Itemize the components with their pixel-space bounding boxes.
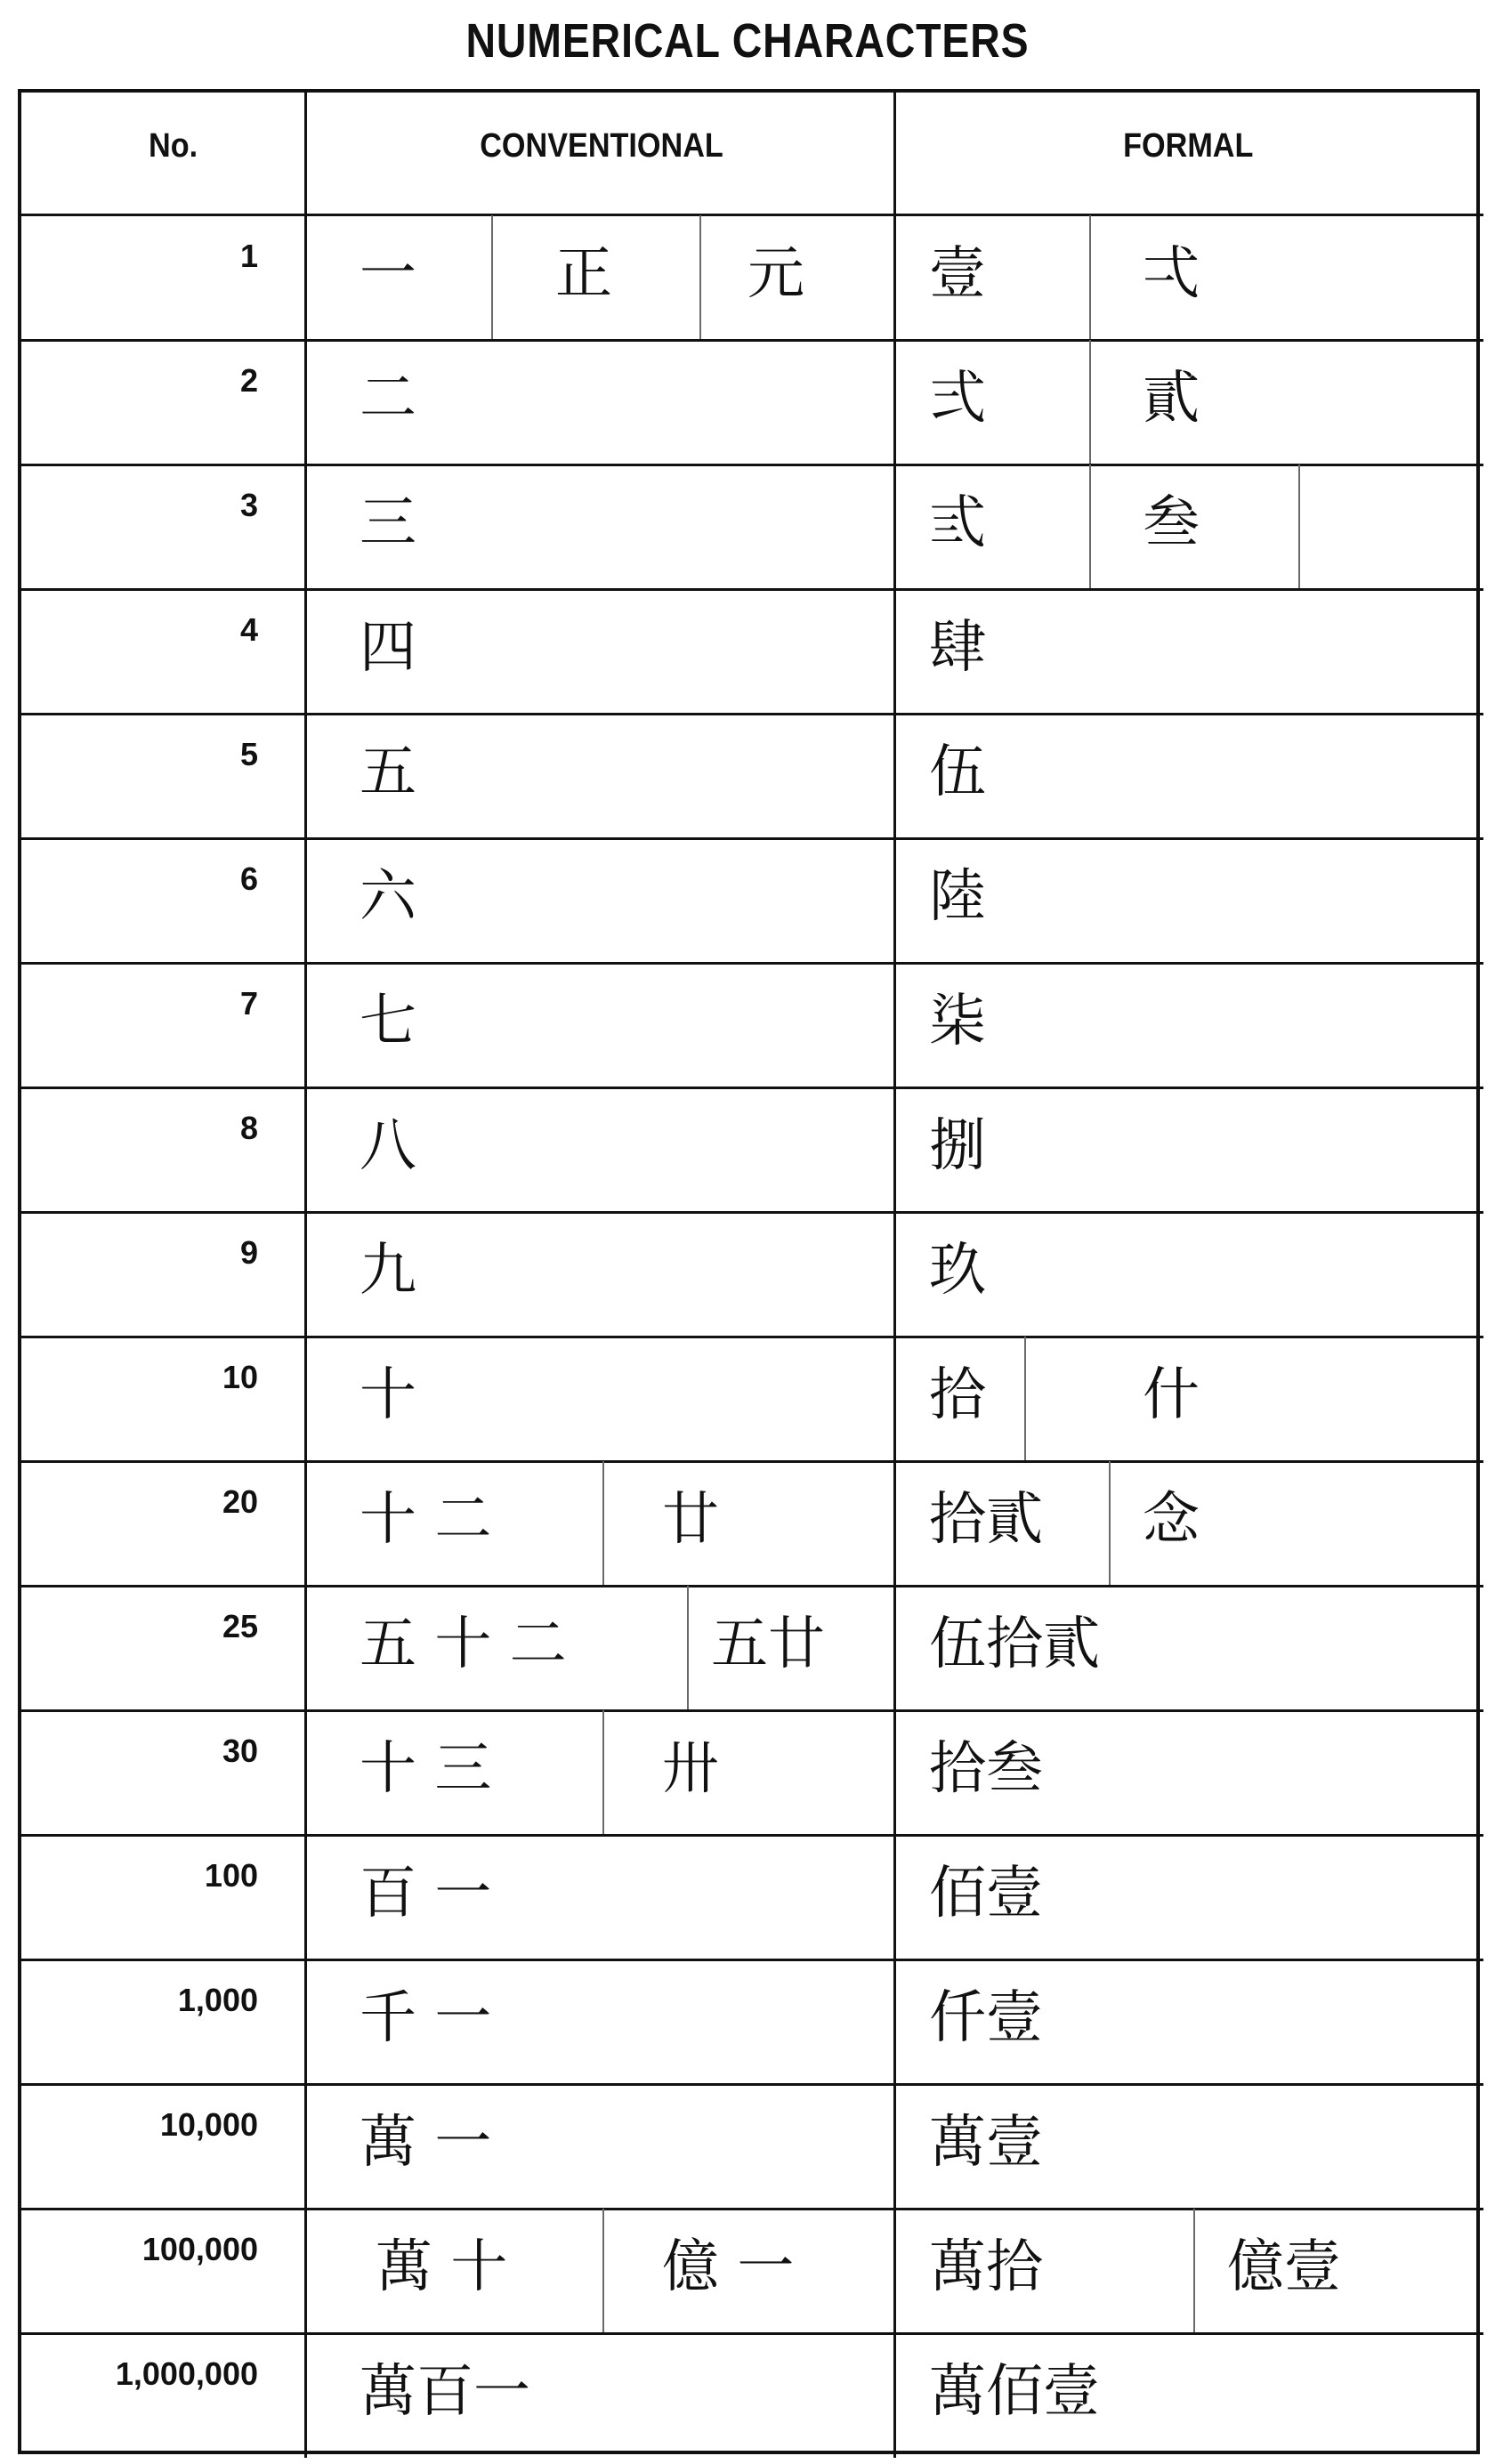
row-divider [21, 214, 1483, 216]
cell-divider [1298, 465, 1300, 589]
cell-divider [687, 1586, 689, 1710]
conventional-character: 正 [555, 241, 612, 307]
row-number: 30 [222, 1733, 258, 1769]
row-divider [21, 1211, 1483, 1214]
row-number: 1,000 [177, 1982, 258, 2018]
row-number: 1,000,000 [115, 2355, 258, 2392]
row-divider [21, 837, 1483, 840]
formal-character: 弍 [929, 366, 986, 432]
formal-character: 仟壹 [929, 1985, 1043, 2051]
row-number: 1 [239, 238, 258, 274]
page-title: NUMERICAL CHARACTERS [465, 14, 1030, 68]
cell-divider [1089, 215, 1091, 340]
formal-character: 佰壹 [929, 1861, 1043, 1927]
row-divider [21, 2332, 1483, 2335]
row-divider [21, 1709, 1483, 1712]
conventional-character: 百 一 [360, 1861, 492, 1927]
conventional-character: 二 [360, 366, 416, 432]
row-divider [21, 1834, 1483, 1837]
conventional-character: 六 [360, 864, 416, 930]
header-conventional: CONVENTIONAL [480, 127, 723, 165]
row-number: 100 [204, 1857, 258, 1894]
column-divider [893, 93, 896, 2458]
row-number: 20 [222, 1483, 258, 1520]
formal-character: 貳 [1143, 366, 1200, 432]
formal-character: 陸 [929, 864, 986, 930]
row-number: 7 [239, 985, 258, 1022]
formal-character: 萬拾 [929, 2234, 1043, 2300]
conventional-character: 八 [360, 1113, 416, 1179]
conventional-character: 三 [360, 490, 416, 556]
cell-divider [699, 215, 701, 340]
conventional-character: 五 十 二 [360, 1612, 567, 1677]
row-number: 10 [222, 1359, 258, 1395]
conventional-character: 五廿 [711, 1612, 825, 1677]
row-divider [21, 1087, 1483, 1089]
row-number: 3 [239, 487, 258, 523]
row-divider [21, 713, 1483, 715]
formal-character: 壹 [929, 241, 986, 307]
conventional-character: 十 [360, 1362, 416, 1428]
cell-divider [1109, 1461, 1111, 1586]
formal-character: 拾貳 [929, 1487, 1043, 1553]
conventional-character: 卅 [662, 1736, 719, 1802]
formal-character: 叁 [1143, 490, 1200, 556]
row-divider [21, 588, 1483, 591]
formal-character: 玖 [929, 1238, 986, 1304]
header-no: No. [149, 127, 198, 165]
row-number: 8 [239, 1110, 258, 1146]
conventional-character: 五 [360, 739, 416, 805]
conventional-character: 萬百一 [360, 2359, 530, 2425]
conventional-character: 一 [360, 241, 416, 307]
row-number: 6 [239, 860, 258, 897]
column-divider [304, 93, 307, 2458]
row-number: 2 [239, 362, 258, 399]
row-divider [21, 339, 1483, 342]
conventional-character: 十 二 [360, 1487, 492, 1553]
formal-character: 伍拾貳 [929, 1612, 1100, 1677]
row-number: 4 [239, 611, 258, 648]
row-number: 9 [239, 1234, 258, 1271]
formal-character: 弎 [929, 490, 986, 556]
row-number: 25 [222, 1608, 258, 1644]
conventional-character: 萬 十 [376, 2234, 508, 2300]
row-divider [21, 962, 1483, 965]
row-number: 100,000 [141, 2231, 258, 2267]
formal-character: 拾叁 [929, 1736, 1043, 1802]
conventional-character: 千 一 [360, 1985, 492, 2051]
formal-character: 伍 [929, 739, 986, 805]
conventional-character: 十 三 [360, 1736, 492, 1802]
conventional-character: 元 [748, 241, 804, 307]
header-formal: FORMAL [1123, 127, 1254, 165]
formal-character: 萬壹 [929, 2110, 1043, 2176]
conventional-character: 四 [360, 615, 416, 681]
cell-divider [602, 1461, 604, 1586]
cell-divider [1089, 465, 1091, 589]
cell-divider [602, 2209, 604, 2333]
row-divider [21, 2083, 1483, 2086]
formal-character: 什 [1143, 1362, 1200, 1428]
row-number: 10,000 [159, 2106, 258, 2143]
formal-character: 捌 [929, 1113, 986, 1179]
row-divider [21, 1460, 1483, 1463]
formal-character: 拾 [929, 1362, 986, 1428]
row-divider [21, 1585, 1483, 1587]
conventional-character: 萬 一 [360, 2110, 492, 2176]
row-divider [21, 1959, 1483, 1961]
numerical-characters-table [18, 89, 1480, 2454]
cell-divider [491, 215, 493, 340]
row-divider [21, 464, 1483, 466]
cell-divider [1089, 340, 1091, 465]
formal-character: 肆 [929, 615, 986, 681]
formal-character: 念 [1143, 1487, 1200, 1553]
conventional-character: 億 一 [662, 2234, 795, 2300]
row-divider [21, 2208, 1483, 2210]
formal-character: 弌 [1143, 241, 1200, 307]
formal-character: 億壹 [1227, 2234, 1341, 2300]
conventional-character: 廿 [662, 1487, 719, 1553]
cell-divider [602, 1710, 604, 1835]
formal-character: 柒 [929, 989, 986, 1054]
cell-divider [1024, 1337, 1026, 1461]
conventional-character: 七 [360, 989, 416, 1054]
row-number: 5 [239, 736, 258, 772]
conventional-character: 九 [360, 1238, 416, 1304]
cell-divider [1193, 2209, 1195, 2333]
formal-character: 萬佰壹 [929, 2359, 1100, 2425]
row-divider [21, 1336, 1483, 1338]
